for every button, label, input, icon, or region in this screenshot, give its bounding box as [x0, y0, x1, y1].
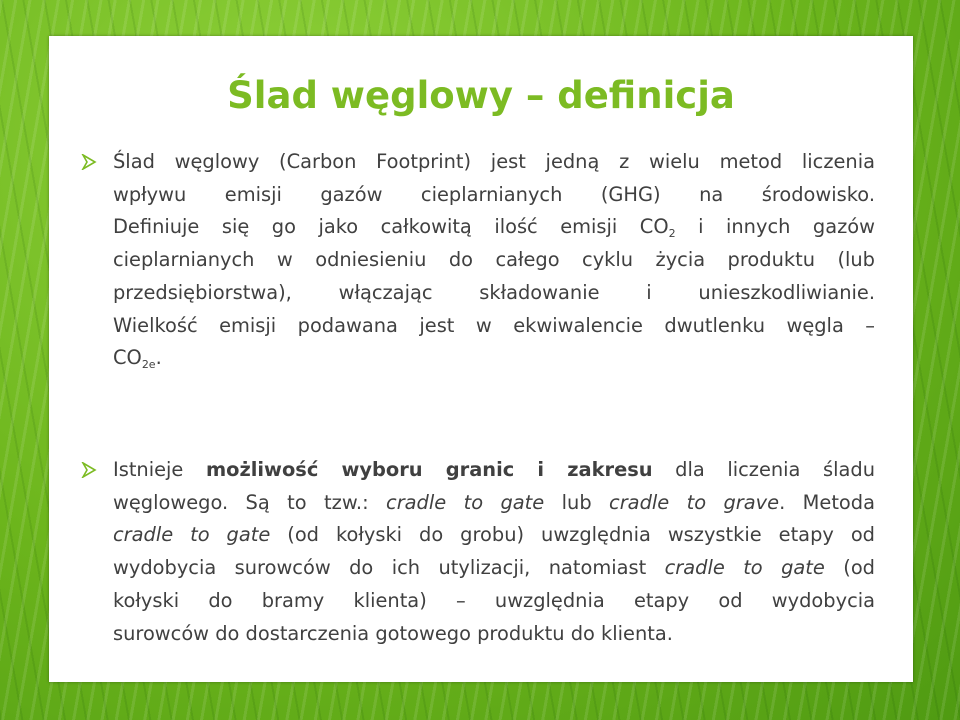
- paragraph-1-line-6: Wielkość emisji podawana jest w ekwiwalencie dwutlenku węgla –: [113, 313, 875, 337]
- period-text: .: [155, 346, 162, 370]
- italic-term: cradle to gate: [113, 523, 271, 547]
- paragraph-1-line-5: przedsiębiorstwa), włączając składowanie i unieszkodliwianie.: [113, 280, 875, 304]
- paragraph-2-line-3: cradle to gate (od kołyski do grobu) uwzględnia wszystkie etapy od: [113, 523, 875, 547]
- co2-text: Definiuje się go jako całkowitą ilość emisji CO: [113, 215, 669, 239]
- co2e-text: CO: [113, 346, 142, 370]
- paragraph-2: [113, 454, 875, 650]
- paragraph-1-line-7: [113, 342, 875, 375]
- paragraph-2-line-2: węglowego. Są to tzw.: cradle to gate lub cradle to grave. Metoda: [113, 490, 875, 514]
- other-gases-text: i innych gazów: [675, 215, 875, 239]
- paragraph-1: [113, 146, 875, 375]
- paragraph-1-line-2: wpływu emisji gazów cieplarnianych (GHG) na środowisko.: [113, 182, 875, 206]
- slide-title: Ślad węglowy – definicja: [227, 74, 735, 117]
- slide: [49, 36, 913, 682]
- bold-phrase: możliwość wyboru granic i zakresu: [205, 458, 653, 481]
- arrowhead-bullet-icon: [81, 154, 97, 170]
- paragraph-1-line-3: [113, 211, 875, 244]
- italic-term: cradle to gate: [664, 556, 825, 580]
- paragraph-2-line-1: Istnieje możliwość wyboru granic i zakresu dla liczenia śladu: [113, 458, 875, 481]
- co2e-subscript: 2e: [141, 358, 156, 372]
- paragraph-1-line-1: Ślad węglowy (Carbon Footprint) jest jedną z wielu metod liczenia: [113, 150, 875, 173]
- paragraph-2-line-4: wydobycia surowców do ich utylizacji, natomiast cradle to gate (od: [113, 556, 875, 580]
- co2-subscript: 2: [668, 227, 676, 241]
- paragraph-2-line-5: kołyski do bramy klienta) – uwzględnia etapy od wydobycia: [113, 588, 875, 612]
- paragraph-1-line-4: cieplarnianych w odniesieniu do całego cyklu życia produktu (lub: [113, 248, 875, 272]
- italic-term: cradle to grave: [609, 490, 780, 514]
- arrowhead-bullet-icon: [81, 462, 97, 478]
- paragraph-2-line-6: surowców do dostarczenia gotowego produktu do klienta.: [113, 621, 673, 645]
- italic-term: cradle to gate: [386, 490, 545, 514]
